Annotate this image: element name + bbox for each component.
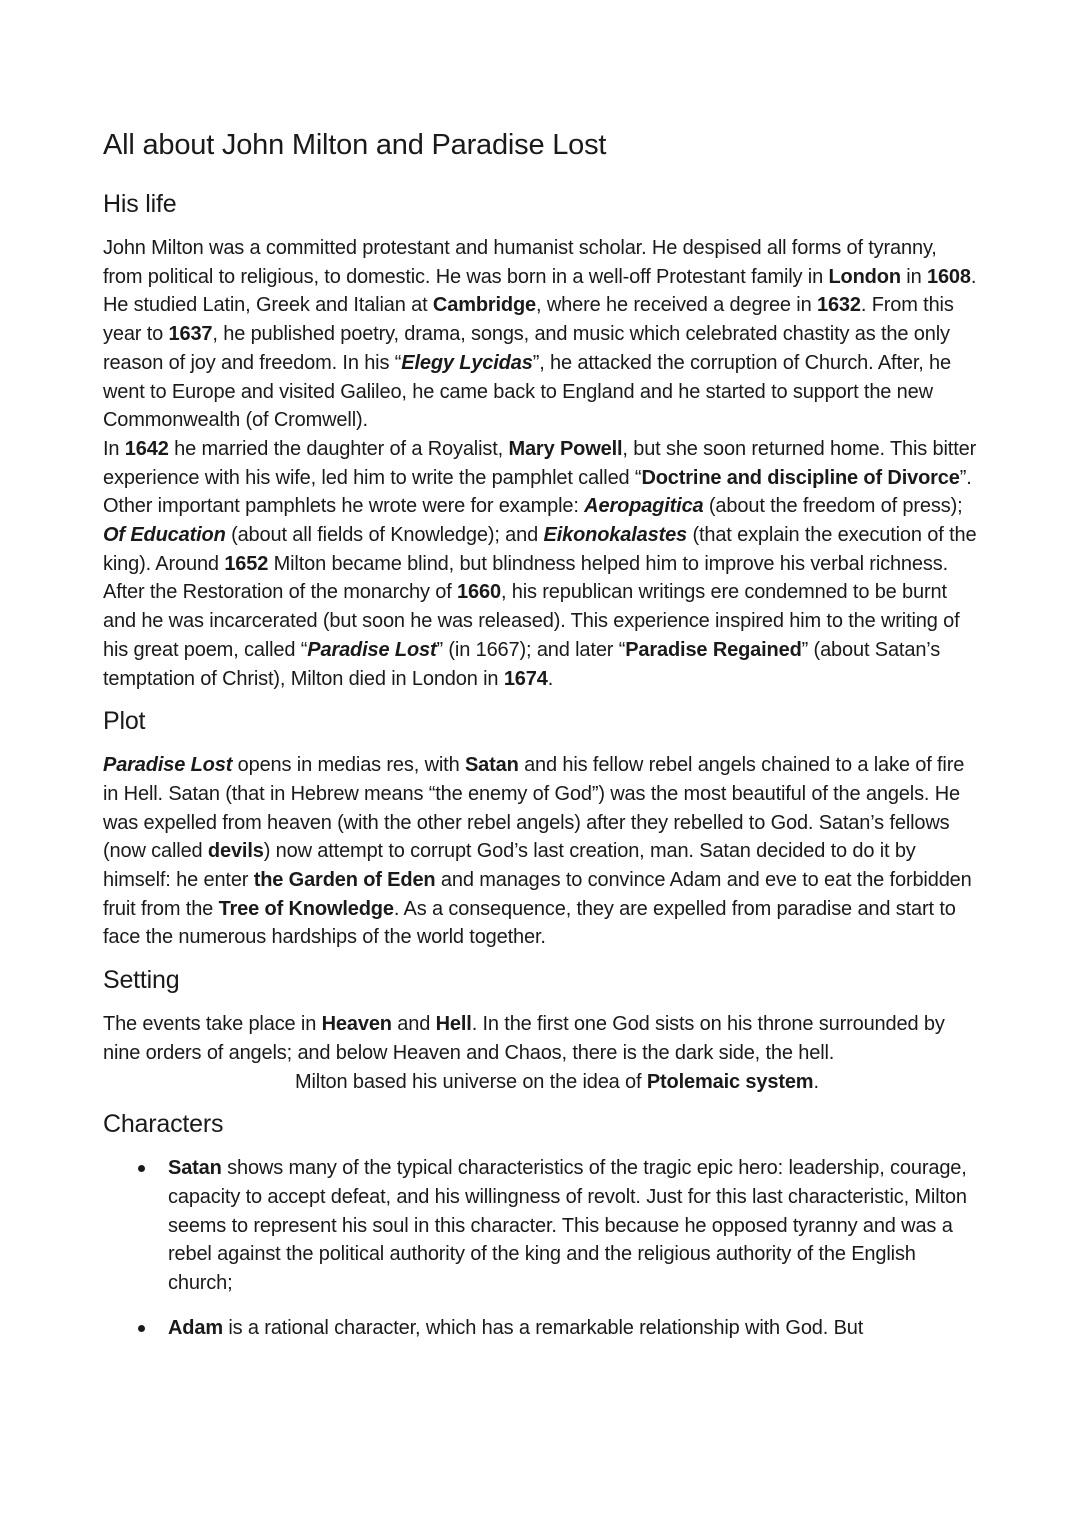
bold-text: Doctrine and discipline of Divorce xyxy=(641,466,960,489)
text-run: shows many of the typical characteristics of the tragic epic hero: leadership, courage, capacity to accept defeat, and his willingness of revolt. Just for this last characteristic, Milton seems to represent his soul in this character. This because he opposed tyranny and was a rebel against the political authority of the king and the religious authority of the English church; xyxy=(168,1157,967,1295)
text-run: In xyxy=(103,437,125,460)
bold-text: Tree of Knowledge xyxy=(218,897,394,920)
text-run: . xyxy=(547,667,554,690)
text-run: ” (about Satan’s temptation of Christ), Milton died in London in xyxy=(103,638,941,690)
bold-italic-text: Paradise Lost xyxy=(307,638,437,661)
text-run: . He studied Latin, Greek and Italian at xyxy=(103,265,977,317)
life-paragraph-1 xyxy=(103,234,980,435)
bold-text: devils xyxy=(207,840,264,863)
bold-text: 1632 xyxy=(816,294,861,317)
text-run: , where he received a degree in xyxy=(536,294,817,317)
text-run: and manages to convince Adam and eve to eat the forbidden fruit from the xyxy=(103,869,972,920)
text-run: Milton based his universe on the idea of xyxy=(295,1070,647,1093)
text-run: ” (in 1667); and later “ xyxy=(436,638,626,661)
text-run: in xyxy=(900,265,927,288)
bold-text: Ptolemaic system xyxy=(646,1070,814,1093)
bold-text: Adam xyxy=(168,1316,223,1339)
list-item xyxy=(168,1314,980,1343)
text-run: (about all fields of Knowledge); and xyxy=(225,524,544,547)
bold-text: the Garden of Eden xyxy=(253,869,436,892)
bold-text: Cambridge xyxy=(432,294,537,317)
bold-text: 1660 xyxy=(457,581,501,604)
bold-text: London xyxy=(828,265,901,288)
bold-text: Satan xyxy=(168,1157,222,1180)
text-run: and his fellow rebel angels chained to a lake of fire in Hell. Satan (that in Hebrew means “the enemy of God”) was the most beautiful of the angels. He was expelled from heaven (with the other rebel angels) after they rebelled to God. Satan’s fellows (now called xyxy=(103,754,965,863)
bold-italic-text: Of Education xyxy=(103,524,226,547)
text-run: . As a consequence, they are expelled from paradise and start to face the numerous hardships of the world together. xyxy=(103,897,956,949)
text-run: . xyxy=(813,1070,819,1093)
bold-text: Paradise Regained xyxy=(625,638,802,661)
life-paragraph-2 xyxy=(103,435,980,693)
text-run: (about the freedom of press); xyxy=(703,495,963,518)
text-run: . In the first one God sists on his throne surrounded by nine orders of angels; and below Heaven and Chaos, there is the dark side, the hell. xyxy=(103,1013,945,1064)
text-run: (that explain the execution of the king). Around xyxy=(103,524,977,575)
text-run: John Milton was a committed protestant and humanist scholar. He despised all forms of tyranny, from political to religious, to domestic. He was born in a well-off Protestant family in xyxy=(103,237,937,288)
bold-italic-text: Paradise Lost xyxy=(103,754,233,777)
text-run: opens in medias res, with xyxy=(232,754,465,777)
text-run: ”. Other important pamphlets he wrote were for example: xyxy=(103,466,972,518)
bold-italic-text: Aeropagitica xyxy=(584,495,704,518)
bold-text: Hell xyxy=(435,1013,472,1036)
section-heading-setting: Setting xyxy=(103,966,180,995)
bold-text: Heaven xyxy=(321,1013,392,1036)
bold-text: Satan xyxy=(464,754,519,777)
text-run: , but she soon returned home. This bitter experience with his wife, led him to write the pamphlet called “ xyxy=(103,437,977,489)
text-run: is a rational character, which has a remarkable relationship with God. But xyxy=(222,1316,864,1339)
bold-text: 1642 xyxy=(124,437,169,460)
bold-text: Mary Powell xyxy=(508,437,623,460)
bold-italic-text: Eikonokalastes xyxy=(543,524,688,547)
bold-text: 1637 xyxy=(168,323,213,346)
bold-italic-text: Elegy Lycidas xyxy=(401,351,533,374)
plot-paragraph xyxy=(103,751,980,952)
characters-list xyxy=(103,1154,980,1342)
text-run: ) now attempt to corrupt God’s last creation, man. Satan decided to do it by himself: he enter xyxy=(103,840,916,892)
text-run: , he published poetry, drama, songs, and music which celebrated chastity as the only reason of joy and freedom. In his “ xyxy=(103,323,950,374)
text-run: ”, he attacked the corruption of Church. After, he went to Europe and visited Galileo, he came back to England and he started to support the new Commonwealth (of Cromwell). xyxy=(103,351,952,432)
bold-text: 1674 xyxy=(503,667,548,690)
setting-paragraph xyxy=(103,1010,980,1096)
text-run: and xyxy=(391,1013,436,1036)
text-run: The events take place in xyxy=(103,1013,322,1036)
document-title: All about John Milton and Paradise Lost xyxy=(103,129,607,161)
bold-text: 1608 xyxy=(926,265,971,288)
list-item xyxy=(168,1154,980,1298)
text-run: he married the daughter of a Royalist, xyxy=(168,437,509,460)
text-run: Milton became blind, but blindness helped him to improve his verbal richness. After the Restoration of the monarchy of xyxy=(103,552,948,604)
text-run: , his republican writings ere condemned to be burnt and he was incarcerated (but soon he was released). This experience inspired him to the writing of his great poem, called “ xyxy=(103,581,960,661)
text-run: . From this year to xyxy=(103,294,954,346)
section-heading-plot: Plot xyxy=(103,707,146,736)
bold-text: 1652 xyxy=(224,552,269,575)
section-heading-life: His life xyxy=(103,190,177,218)
section-heading-characters: Characters xyxy=(103,1110,224,1139)
